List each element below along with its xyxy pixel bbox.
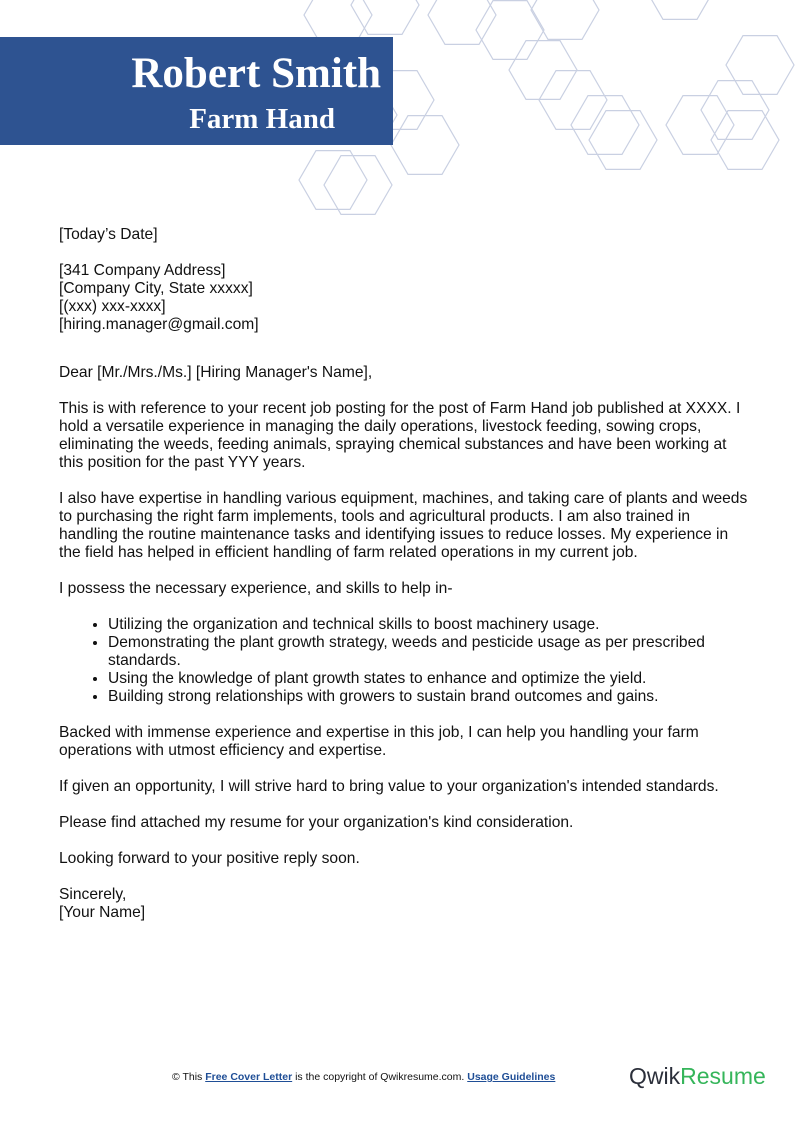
logo-part: Qwik xyxy=(629,1063,681,1089)
salutation: Dear [Mr./Mrs./Ms.] [Hiring Manager's Name], xyxy=(59,364,373,381)
header-banner xyxy=(0,37,393,145)
hexagon-shape xyxy=(531,0,599,39)
hexagon-shape xyxy=(428,0,496,44)
date: [Today’s Date] xyxy=(59,226,158,243)
paragraph: Please find attached my resume for your organization's kind consideration. xyxy=(59,814,574,831)
hexagon-shape xyxy=(589,111,657,170)
paragraph: I also have expertise in handling various equipment, machines, and taking care of plants and weeds to purchasing the right farm implements, tools and agricultural products. I am also trained in handling the routine maintenance tasks and identifying issues to reduce losses. My experience in the field has helped in efficient handling of farm related operations in my current job. xyxy=(59,490,748,561)
paragraph: Looking forward to your positive reply soon. xyxy=(59,850,360,867)
usage-guidelines-link[interactable]: Usage Guidelines xyxy=(467,1071,556,1083)
list-item: • Utilizing the organization and technical skills to boost machinery usage. xyxy=(108,616,749,634)
skills-list xyxy=(59,616,749,706)
applicant-name: Robert Smith xyxy=(131,50,381,97)
logo-part: Resume xyxy=(680,1063,766,1089)
list-item: • Building strong relationships with growers to sustain brand outcomes and gains. xyxy=(108,688,749,706)
address-line: [(xxx) xxx-xxxx] xyxy=(59,298,166,315)
hexagon-shape xyxy=(476,1,544,60)
signoff-text: Sincerely, xyxy=(59,886,127,903)
signature: [Your Name] xyxy=(59,904,146,921)
free-cover-letter-link[interactable]: Free Cover Letter xyxy=(205,1071,293,1083)
address-line: [341 Company Address] xyxy=(59,262,226,279)
paragraph: This is with reference to your recent job posting for the post of Farm Hand job published at XXXX. I hold a versatile experience in managing the daily operations, livestock feeding, sowing crops, eliminating the weeds, feeding animals, spraying chemical substances and have been working at this position for the past YYY years. xyxy=(59,400,741,471)
copyright-footer xyxy=(172,1071,555,1083)
hexagon-shape xyxy=(351,0,419,34)
applicant-job-title: Farm Hand xyxy=(189,103,335,135)
paragraph: If given an opportunity, I will strive hard to bring value to your organization's intended standards. xyxy=(59,778,719,795)
hexagon-shape xyxy=(726,36,794,95)
footer-text: is the copyright of Qwikresume.com. xyxy=(292,1071,468,1083)
paragraph: I possess the necessary experience, and skills to help in- xyxy=(59,580,453,597)
hexagon-shape xyxy=(391,116,459,175)
list-item: • Demonstrating the plant growth strategy, weeds and pesticide usage as per prescribed standards. xyxy=(108,634,749,670)
footer-text: © This xyxy=(172,1071,206,1083)
hexagon-shape xyxy=(666,96,734,155)
qwikresume-logo xyxy=(629,1063,766,1090)
recipient-address xyxy=(59,262,749,334)
hexagon-shape xyxy=(646,0,714,19)
list-item: • Using the knowledge of plant growth states to enhance and optimize the yield. xyxy=(108,670,749,688)
address-line: [Company City, State xxxxx] xyxy=(59,280,253,297)
letter-body xyxy=(59,226,749,940)
address-line: [hiring.manager@gmail.com] xyxy=(59,316,259,333)
paragraph: Backed with immense experience and expertise in this job, I can help you handling your farm operations with utmost efficiency and expertise. xyxy=(59,724,699,759)
signoff xyxy=(59,886,749,922)
